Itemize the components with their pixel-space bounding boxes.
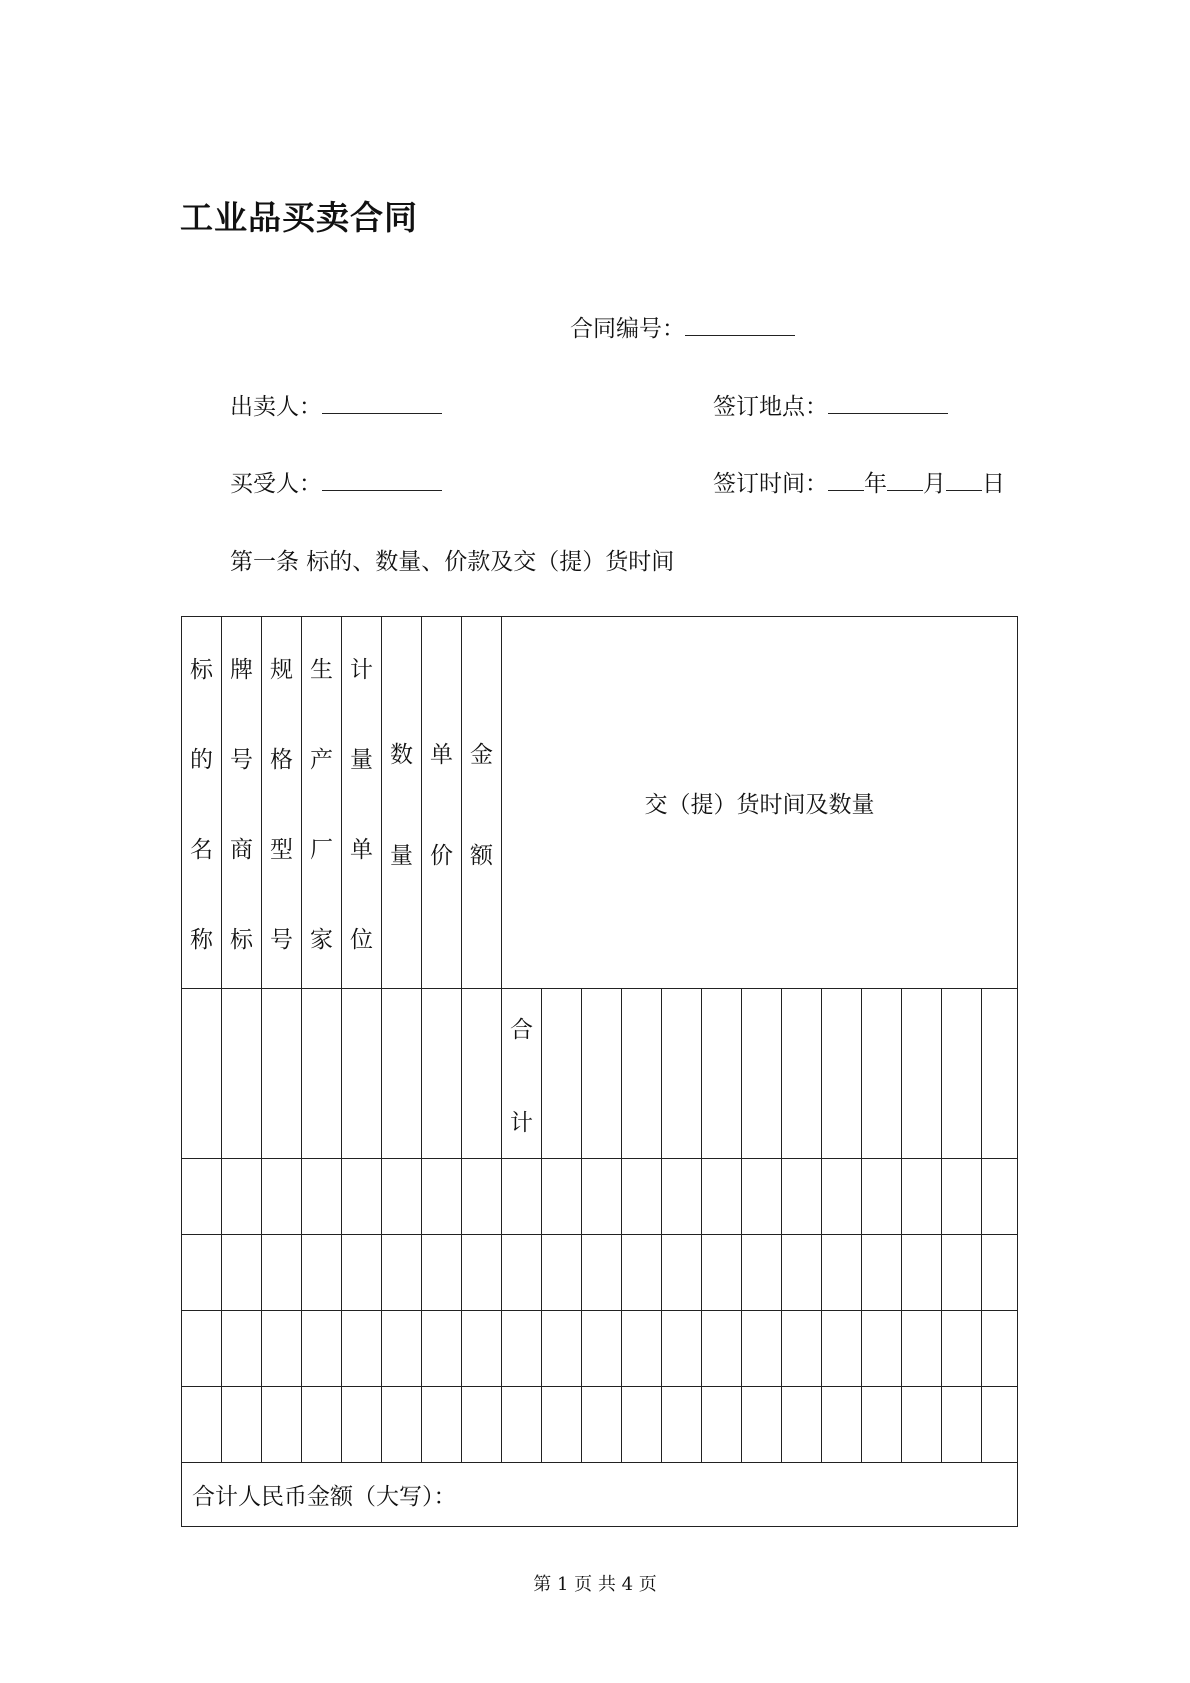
table-row: [182, 1235, 1018, 1311]
page-footer: 第 1 页 共 4 页: [533, 1574, 657, 1595]
day-blank[interactable]: [946, 468, 982, 491]
total-rmb-label[interactable]: 合计人民币金额（大写）：: [182, 1463, 1018, 1527]
table-row: [182, 1387, 1018, 1463]
contract-number-field: [570, 310, 795, 343]
sign-place-field: [713, 388, 948, 421]
buyer-field: [230, 465, 442, 498]
seller-label: 出卖人：: [230, 394, 322, 420]
header-row: [182, 617, 1018, 989]
header-delivery: 交（提）货时间及数量: [502, 617, 1018, 989]
subtotal-row: [182, 989, 1018, 1159]
table-row: [182, 1311, 1018, 1387]
section-1-heading: 第一条 标的、数量、价款及交（提）货时间: [230, 549, 675, 575]
header-amount: 金 额: [462, 617, 502, 989]
seller-field: [230, 388, 442, 421]
day-label: 日: [982, 471, 1005, 497]
table-row: [182, 1159, 1018, 1235]
header-unit: 计 量 单 位: [342, 617, 382, 989]
buyer-label: 买受人：: [230, 471, 322, 497]
buyer-blank[interactable]: [322, 468, 442, 491]
month-blank[interactable]: [887, 468, 923, 491]
year-label: 年: [864, 471, 887, 497]
goods-table: [181, 616, 1018, 1527]
header-spec: 规 格 型 号: [262, 617, 302, 989]
year-blank[interactable]: [828, 468, 864, 491]
contract-number-blank[interactable]: [685, 313, 795, 336]
header-name: 标 的 名 称: [182, 617, 222, 989]
month-label: 月: [923, 471, 946, 497]
header-price: 单 价: [422, 617, 462, 989]
header-brand: 牌 号 商 标: [222, 617, 262, 989]
header-qty: 数 量: [382, 617, 422, 989]
sign-time-field: [713, 465, 1005, 498]
header-maker: 生 产 厂 家: [302, 617, 342, 989]
total-rmb-row: [182, 1463, 1018, 1527]
subtotal-cell: 合 计: [502, 989, 542, 1159]
sign-place-blank[interactable]: [828, 391, 948, 414]
document-title: 工业品买卖合同: [180, 198, 418, 237]
sign-place-label: 签订地点：: [713, 394, 828, 420]
sign-time-label: 签订时间：: [713, 471, 828, 497]
seller-blank[interactable]: [322, 391, 442, 414]
contract-number-label: 合同编号：: [570, 316, 685, 342]
